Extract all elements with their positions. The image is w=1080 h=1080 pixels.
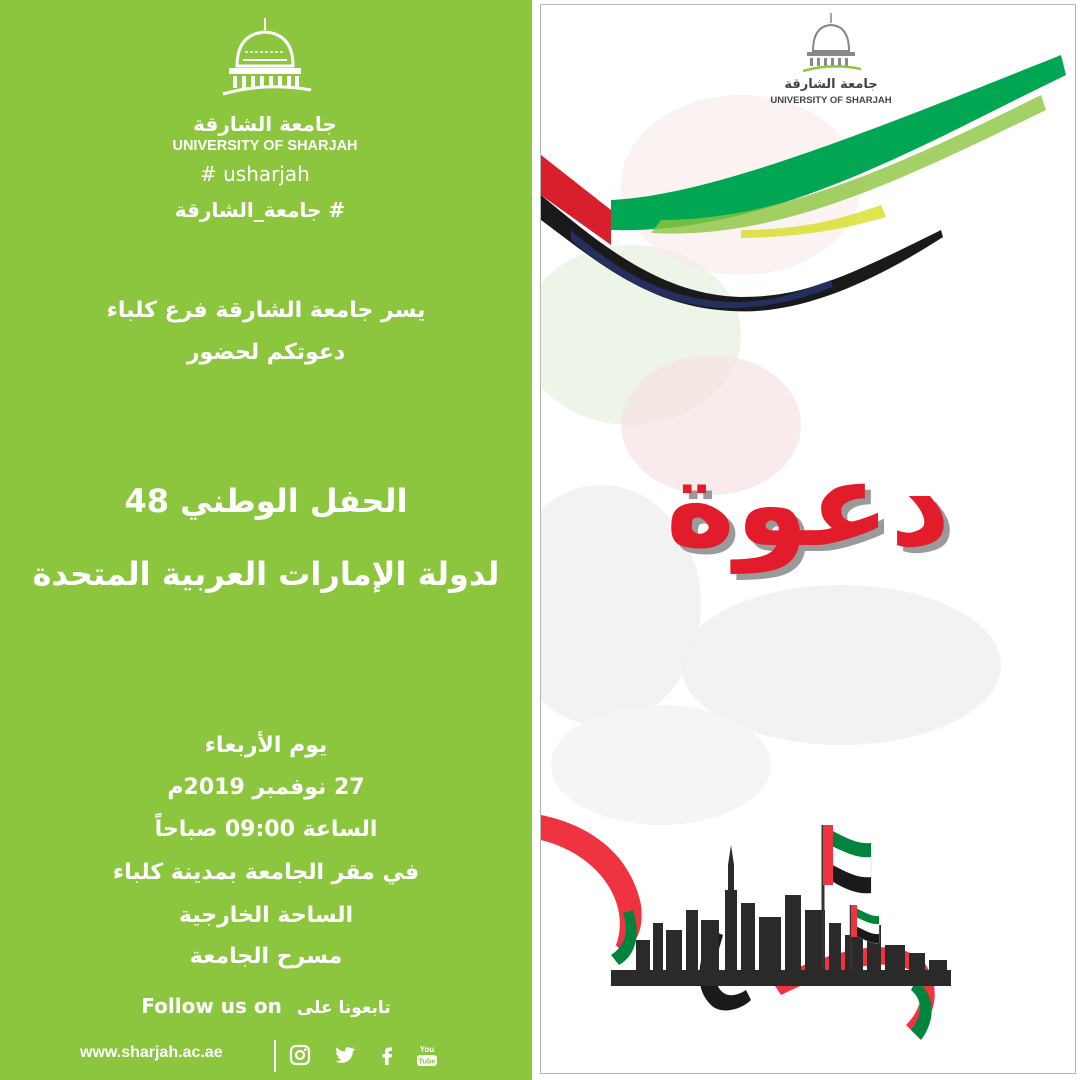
card-logo-arabic: جامعة الشارقة: [784, 77, 878, 92]
intro-line-2: دعوتكم لحضور: [186, 340, 346, 365]
info-panel: [0, 0, 532, 1080]
svg-text:You: You: [419, 1045, 435, 1054]
dome-icon: [215, 16, 315, 111]
follow-english: Follow us on: [141, 994, 282, 1018]
youtube-icon[interactable]: [415, 1043, 439, 1067]
hashtag-english[interactable]: # usharjah: [200, 162, 310, 186]
card-university-logo: [769, 11, 893, 111]
website-link[interactable]: www.sharjah.ac.ae: [80, 1044, 223, 1061]
svg-text:Tube: Tube: [418, 1056, 436, 1066]
event-day: يوم الأربعاء: [204, 733, 328, 758]
intro-line-1: يسر جامعة الشارقة فرع كلباء: [106, 298, 426, 323]
event-date: 27 نوفمبر 2019م: [167, 775, 365, 800]
event-title-line-2: لدولة الإمارات العربية المتحدة: [32, 555, 500, 593]
event-venue-2: مسرح الجامعة: [189, 944, 343, 969]
hashtag-arabic[interactable]: # جامعة_الشارقة: [174, 198, 346, 222]
footer-divider: [274, 1040, 276, 1072]
twitter-icon[interactable]: [332, 1043, 356, 1067]
event-venue-1: الساحة الخارجية: [178, 903, 354, 928]
invitation-heading: دعوة: [665, 435, 951, 573]
footer-bar: [80, 1040, 460, 1070]
card-dome-icon: [769, 11, 893, 77]
event-time: الساعة 09:00 صباحاً: [154, 817, 378, 842]
follow-arabic: تابعونا على: [296, 998, 391, 1018]
instagram-icon[interactable]: [288, 1043, 312, 1067]
event-location: في مقر الجامعة بمدينة كلباء: [112, 860, 420, 885]
university-logo: [160, 16, 370, 154]
logo-english-text: UNIVERSITY OF SHARJAH: [172, 138, 358, 154]
facebook-icon[interactable]: [375, 1043, 399, 1067]
card-logo-english: UNIVERSITY OF SHARJAH: [770, 95, 892, 106]
event-title-line-1: الحفل الوطني 48: [124, 482, 408, 520]
logo-arabic-text: جامعة الشارقة: [193, 112, 337, 136]
follow-us-label: [0, 994, 532, 1018]
invitation-card: [540, 4, 1076, 1074]
